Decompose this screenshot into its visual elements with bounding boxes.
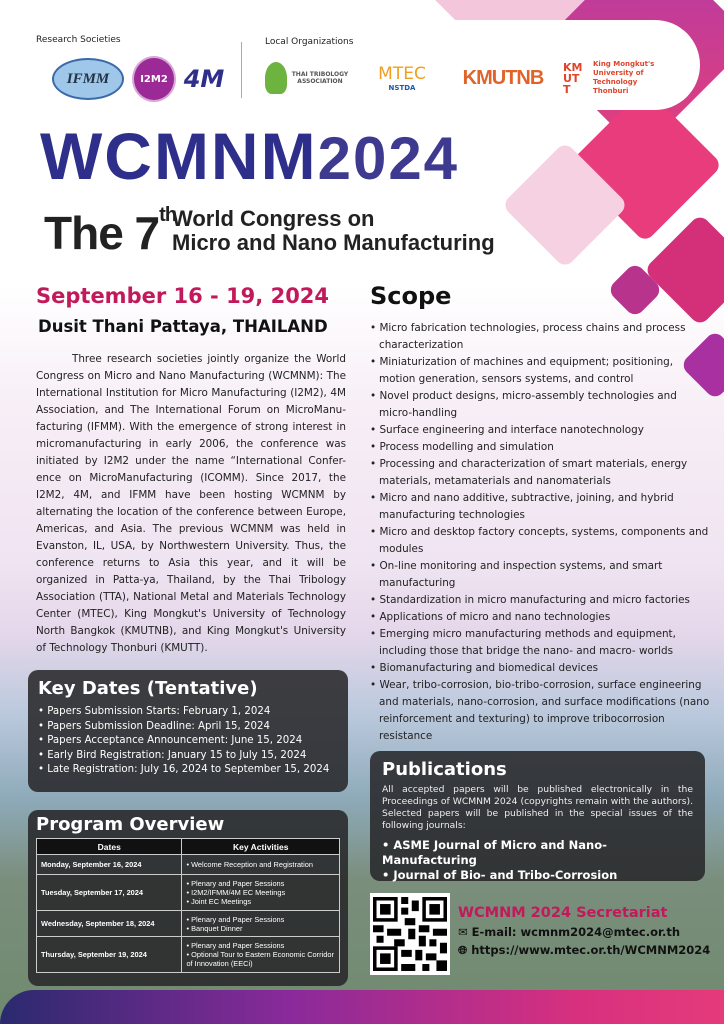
nstda-text: NSTDA — [388, 84, 416, 92]
key-date-text: Papers Submission Starts: February 1, 2024 — [47, 706, 271, 717]
activity: • I2M2/IFMM/4M EC Meetings — [186, 888, 335, 897]
kmutt-name: King Mongkut's University of Technology Thonburi — [593, 60, 655, 95]
conference-title — [40, 118, 459, 194]
row-date: Wednesday, September 18, 2024 — [37, 911, 182, 937]
scope-item: • Biomanufacturing and biomedical devices — [370, 660, 710, 677]
scope-item: • Micro and nano additive, subtractive, joining, and hybrid manufacturing technologies — [370, 490, 710, 524]
footer-band — [0, 990, 724, 1024]
scope-item: • On-line monitoring and inspection systems, and smart manufacturing — [370, 558, 710, 592]
event-date: September 16 - 19, 2024 — [36, 284, 330, 308]
envelope-icon: ✉ — [458, 925, 468, 939]
program-title: Program Overview — [36, 814, 225, 835]
qr-code-icon — [373, 896, 447, 972]
key-dates-title: Key Dates (Tentative) — [38, 678, 258, 699]
scope-item: • Surface engineering and interface nanotechnology — [370, 422, 710, 439]
journal-item: • ASME Journal of Micro and Nano-Manufacturing — [382, 838, 607, 867]
mtec-text: MTEC — [378, 64, 426, 84]
scope-item: • Novel product designs, micro-assembly technologies and micro-handling — [370, 388, 710, 422]
activity: • Joint EC Meetings — [186, 897, 335, 906]
tta-leaf-icon — [265, 62, 287, 94]
journal-item: • Journal of Bio- and Tribo-Corrosion — [382, 868, 618, 882]
email-row — [458, 925, 710, 939]
scope-list — [370, 320, 710, 745]
kmutt-mark: KMUTT — [563, 60, 583, 96]
program-overview-panel — [28, 810, 348, 986]
column-header: Dates — [37, 839, 182, 855]
intro-paragraph: Three research societies jointly organize the World Congress on Micro and Nano Manufacturing (WCMNM): The International Institution for Micro Manufacturing (I2M2), 4M Association, and The International Forum on MicroManu-facturing (IFMM). With the emergence of strong interest in micromanufacturing in early 2006, the conference was initiated by I2M2 under the name “International Confer-ence on MicroManufacturing (ICOMM). Since 2017, the I2M2, 4M, and IFMM have been hosting WCMNM by alternating the location of the conference between Europe, Americas, and Asia. The previous WCMNM was held in Evanston, IL, USA, by Northwestern University. Thus, the conference returns to Asia this year, and it will be organized in Patta-ya, Thailand, by the Thai Tribology Association (TTA), National Metal and Materials Technology Center (MTEC), King Mongkut's University of Technology North Bangkok (KMUTNB), and King Mongkut's University of Technology Thonburi (KMUTT). — [36, 353, 346, 654]
secretariat-contact — [458, 905, 710, 958]
full-name-line1: World Congress on — [172, 206, 375, 231]
journal-name: ASME Journal of Micro and Nano-Manufacturing — [382, 838, 607, 867]
ifmm-logo: IFMM — [52, 58, 124, 100]
key-date-item: • Late Registration: July 16, 2024 to September 15, 2024 — [38, 764, 330, 775]
local-organizations-label: Local Organizations — [265, 37, 354, 47]
journal-name: Journal of Bio- and Tribo-Corrosion — [393, 868, 618, 882]
mtec-logo — [362, 58, 442, 98]
activity: • Optional Tour to Eastern Economic Corridor of Innovation (EECi) — [186, 950, 335, 968]
event-venue: Dusit Thani Pattaya, THAILAND — [38, 317, 328, 336]
key-date-item: • Papers Submission Starts: February 1, 2024 — [38, 706, 271, 717]
publications-panel — [370, 751, 705, 881]
4m-logo: 4M — [183, 65, 225, 93]
website-link[interactable]: https://www.mtec.or.th/WCMNM2024 — [471, 943, 711, 957]
scope-item: • Process modelling and simulation — [370, 439, 710, 456]
scope-item: • Emerging micro manufacturing methods and equipment, including those that bridge the nano- and macro- worlds — [370, 626, 710, 660]
edition-suffix: th — [159, 204, 177, 226]
program-table — [36, 838, 340, 973]
activity: • Banquet Dinner — [186, 924, 335, 933]
key-date-item: • Early Bird Registration: January 15 to July 15, 2024 — [38, 749, 307, 761]
activity: • Plenary and Paper Sessions — [186, 879, 335, 888]
title-year: 2024 — [317, 125, 460, 192]
scope-item: • Micro fabrication technologies, process chains and process characterization — [370, 320, 710, 354]
row-date: Monday, September 16, 2024 — [37, 855, 182, 875]
key-date-text: Late Registration: July 16, 2024 to September 15, 2024 — [47, 764, 330, 775]
conference-full-name — [172, 207, 495, 255]
divider — [241, 42, 242, 98]
website-row — [458, 943, 710, 958]
activity: • Plenary and Paper Sessions — [186, 941, 335, 950]
edition-number: The 7 — [44, 207, 160, 259]
header-logos — [0, 20, 724, 110]
edition — [44, 206, 176, 260]
research-societies-label: Research Societies — [36, 35, 121, 45]
kmutt-logo — [563, 56, 693, 100]
globe-icon: 🌐︎ — [458, 943, 468, 957]
table-row — [37, 855, 340, 875]
key-date-text: Papers Acceptance Announcement: June 15, 2024 — [47, 735, 303, 746]
scope-item: • Miniaturization of machines and equipment; positioning, motion generation, sensors systems, and control — [370, 354, 710, 388]
key-dates-panel — [28, 670, 348, 792]
table-row — [37, 937, 340, 973]
activity: • Welcome Reception and Registration — [186, 860, 335, 869]
key-date-text: Papers Submission Deadline: April 15, 2024 — [47, 720, 270, 732]
tta-logo — [265, 60, 350, 96]
scope-item: • Applications of micro and nano technologies — [370, 609, 710, 626]
scope-item: • Micro and desktop factory concepts, systems, components and modules — [370, 524, 710, 558]
key-date-item: • Papers Submission Deadline: April 15, 2024 — [38, 720, 270, 732]
tta-text: THAI TRIBOLOGY ASSOCIATION — [291, 71, 349, 85]
activity: • Plenary and Paper Sessions — [186, 915, 335, 924]
scope-item: • Wear, tribo-corrosion, bio-tribo-corrosion, surface engineering and materials, nano-corrosion, and surface modifications (nano reinforcement and texturing) to improve tribocorrosion resistance — [370, 677, 710, 745]
scope-item: • Processing and characterization of smart materials, energy materials, metamaterials and nanomaterials — [370, 456, 710, 490]
title-acronym: WCMNM — [40, 119, 318, 193]
scope-title: Scope — [370, 282, 452, 310]
email-link[interactable]: E-mail: wcmnm2024@mtec.or.th — [471, 925, 681, 939]
column-header: Key Activities — [182, 839, 340, 855]
row-date: Tuesday, September 17, 2024 — [37, 875, 182, 911]
scope-item: • Standardization in micro manufacturing and micro factories — [370, 592, 710, 609]
row-date: Thursday, September 19, 2024 — [37, 937, 182, 973]
key-date-text: Early Bird Registration: January 15 to July 15, 2024 — [47, 749, 307, 761]
key-date-item: • Papers Acceptance Announcement: June 15, 2024 — [38, 735, 303, 746]
table-row — [37, 875, 340, 911]
i2m2-logo: I2M2 — [132, 56, 176, 102]
table-row — [37, 911, 340, 937]
publications-title: Publications — [382, 759, 507, 780]
secretariat-title: WCMNM 2024 Secretariat — [458, 905, 668, 921]
qr-code[interactable] — [370, 893, 450, 975]
publications-text: All accepted papers will be published electronically in the Proceedings of WCMNM 2024 (copyrights remain with the authors). Selected papers will be published in the special issues of the following journals: — [382, 784, 693, 831]
kmutnb-logo: KMUTNB — [462, 66, 544, 89]
table-header-row — [37, 839, 340, 855]
full-name-line2: Micro and Nano Manufacturing — [172, 230, 495, 255]
